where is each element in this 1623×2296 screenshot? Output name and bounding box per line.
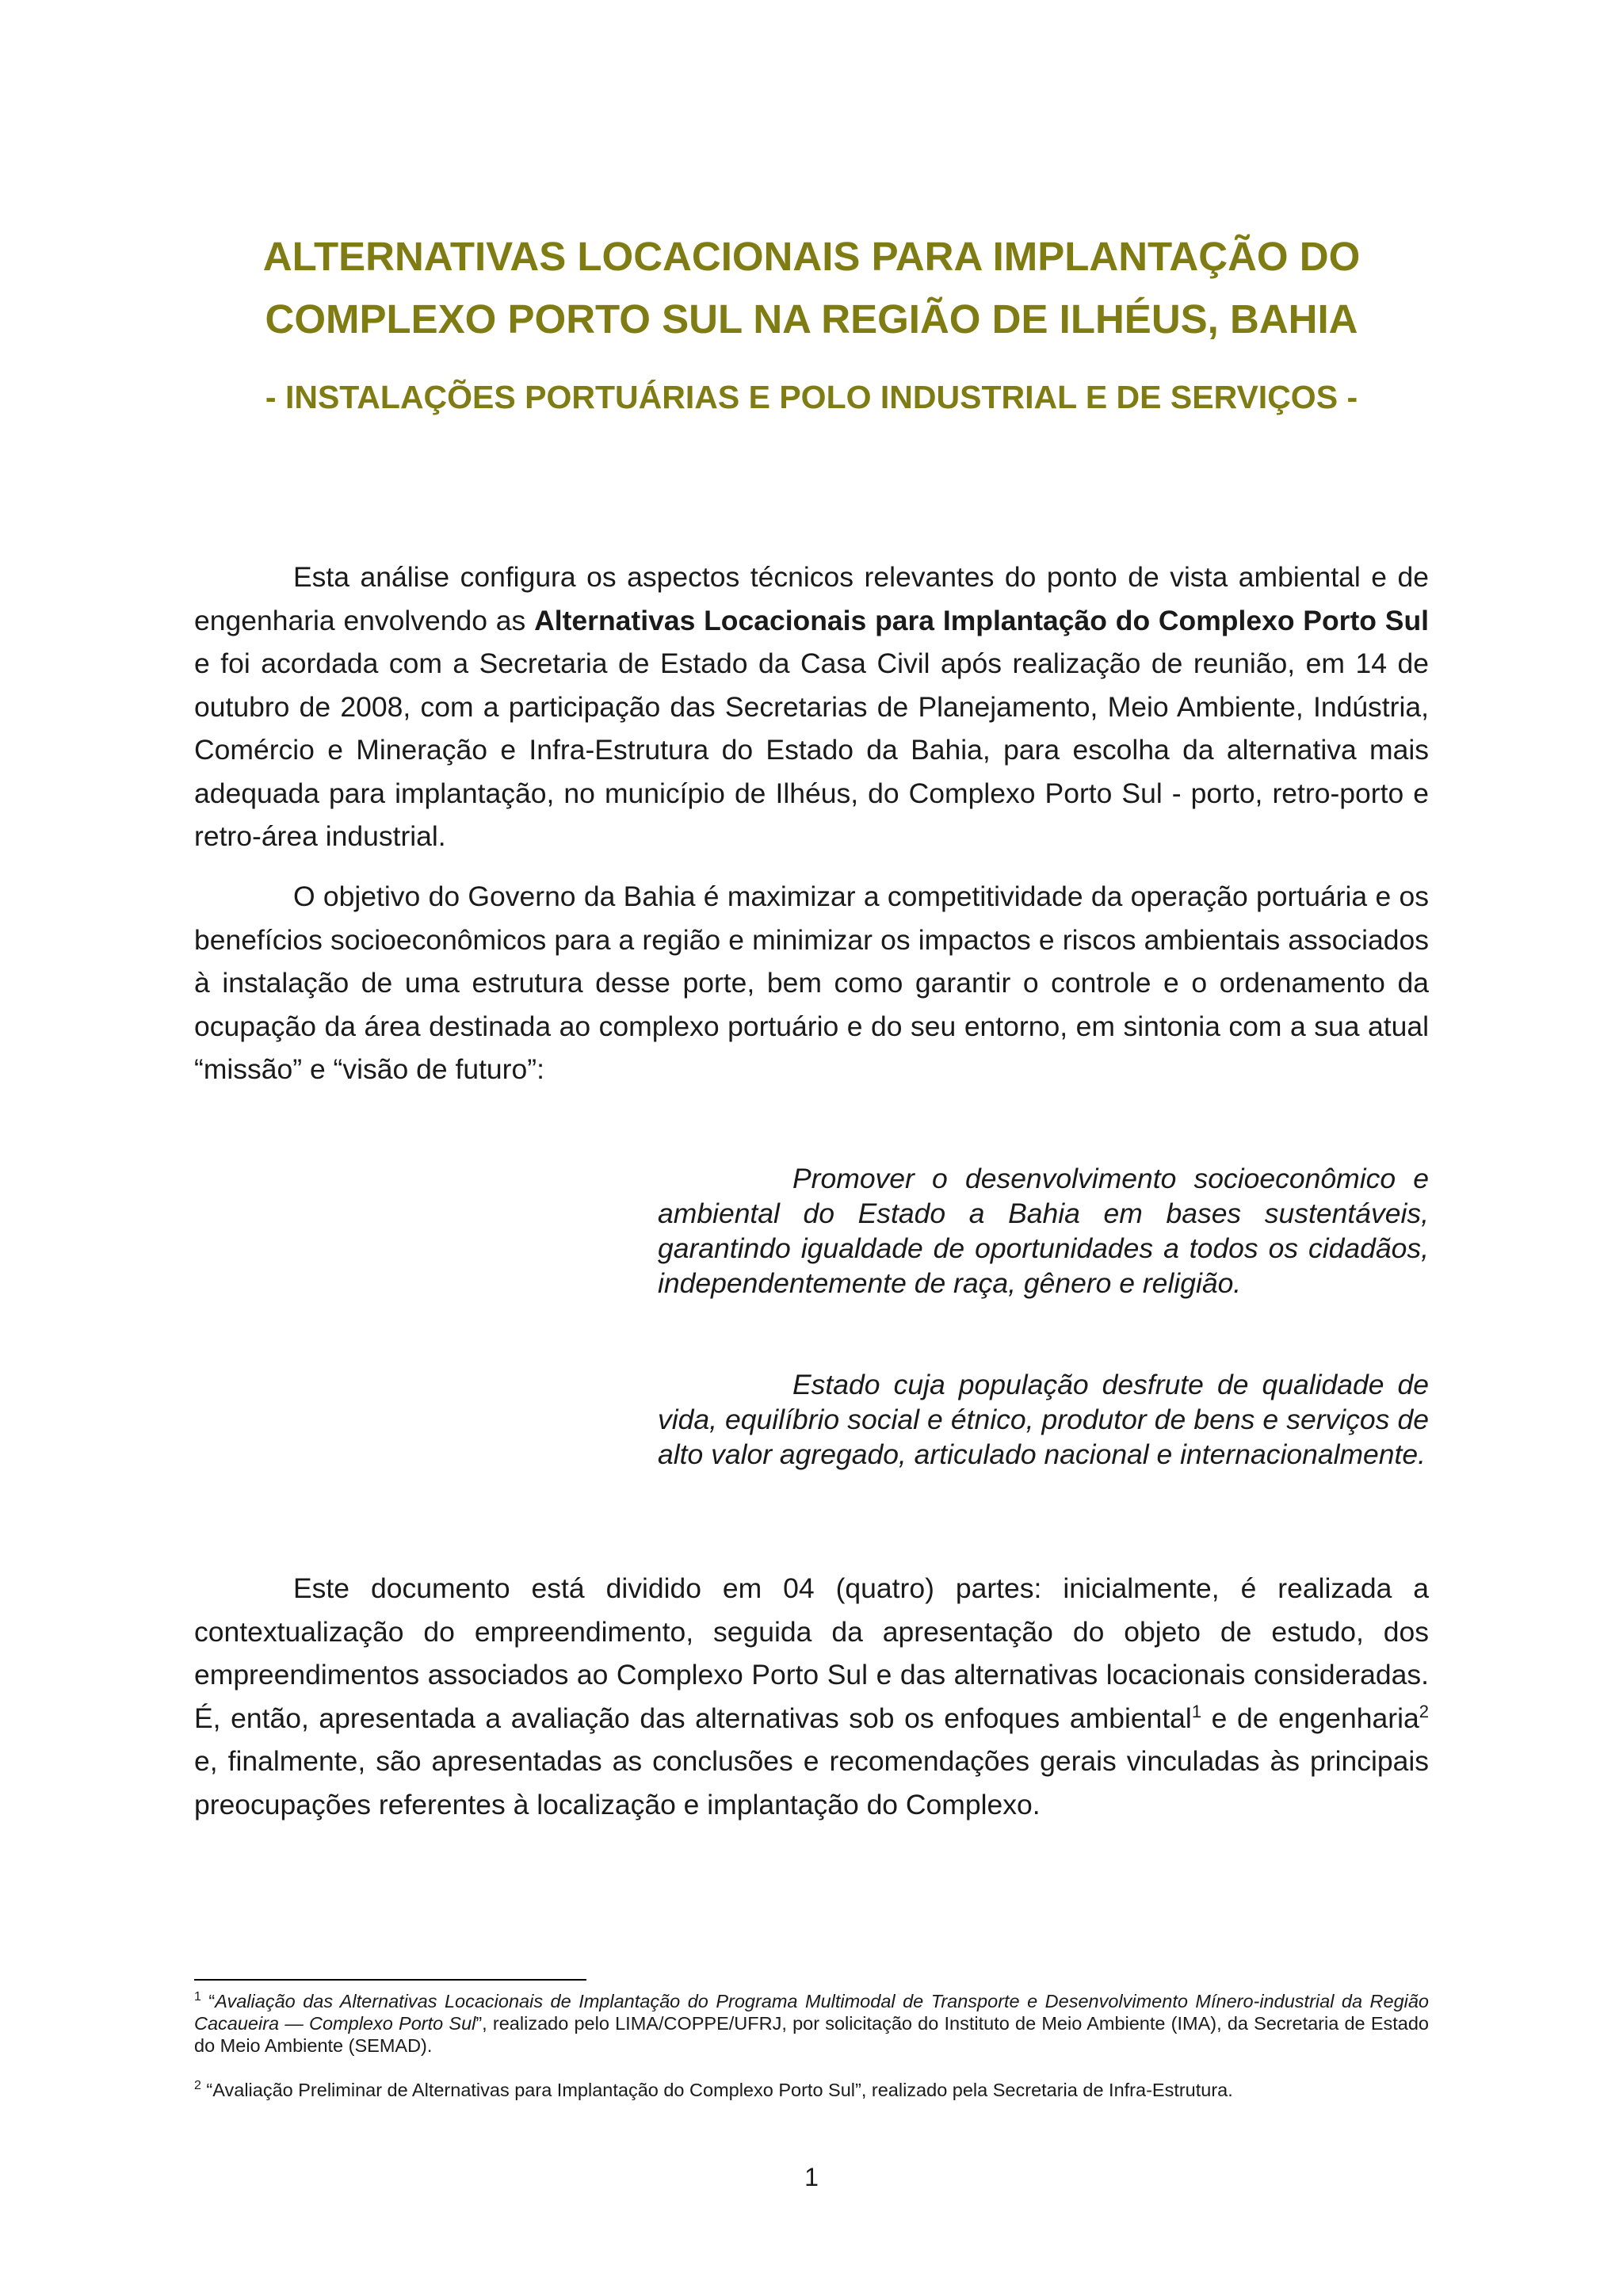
structure-paragraph bbox=[194, 1567, 1429, 1826]
objective-paragraph: O objetivo do Governo da Bahia é maximizar a competitividade da operação portuária e os benefícios socioeconômicos para a região e minimizar os impactos e riscos ambientais associados à instalação de uma estrutura desse porte, bem como garantir o controle e o ordenamento da ocupação da área destinada ao complexo portuário e do seu entorno, em sintonia com a sua atual “missão” e “visão de futuro”: bbox=[194, 881, 1429, 1085]
document-title-line-1: ALTERNATIVAS LOCACIONAIS PARA IMPLANTAÇÃO DO bbox=[262, 234, 1361, 279]
vision-quote: Estado cuja população desfrute de qualidade de vida, equilíbrio social e étnico, produtor de bens e serviços de alto valor agregado, articulado nacional e internacionalmente. bbox=[658, 1369, 1429, 1470]
footnote-2-number: 2 bbox=[194, 2079, 201, 2093]
structure-text-part-3: e, finalmente, são apresentadas as conclusões e recomendações gerais vinculadas às principais preocupações referentes à localização e implantação do Complexo. bbox=[194, 1745, 1429, 1820]
footnote-reference-2[interactable]: 2 bbox=[1419, 1701, 1429, 1721]
structure-text-part-1: Este documento está dividido em 04 (quatro) partes: inicialmente, é realizada a contextualização do empreendimento, seguida da apresentação do objeto de estudo, dos empreendimentos associados ao Complexo Porto Sul e das alternativas locacionais consideradas. É, então, apresentada a avaliação das alternativas sob os enfoques ambiental bbox=[194, 1572, 1429, 1734]
intro-text-end: e foi acordada com a Secretaria de Estado da Casa Civil após realização de reunião, em 14 de outubro de 2008, com a participação das Secretarias de Planejamento, Meio Ambiente, Indústria, Comércio e Mineração e Infra-Estrutura do Estado da Bahia, para escolha da alternativa mais adequada para implantação, no município de Ilhéus, do Complexo Porto Sul - porto, retro-porto e retro-área industrial. bbox=[194, 648, 1429, 852]
footnote-2 bbox=[194, 2079, 1429, 2101]
mission-quote: Promover o desenvolvimento socioeconômico e ambiental do Estado a Bahia em bases sustentáveis, garantindo igualdade de oportunidades a todos os cidadãos, independentemente de raça, gênero e religião. bbox=[658, 1163, 1429, 1299]
intro-paragraph bbox=[194, 556, 1429, 858]
footnote-1-open-quote: “ bbox=[200, 1991, 216, 2011]
structure-text-part-2: e de engenharia bbox=[1201, 1702, 1419, 1734]
footnote-1-title: Avaliação das Alternativas Locacionais de Implantação do Programa Multimodal de Transporte e Desenvolvimento Mínero-industrial da Região Cacaueira — Complexo Porto Sul bbox=[194, 1991, 1430, 2034]
footnote-reference-1[interactable]: 1 bbox=[1191, 1701, 1202, 1721]
document-title-line-2: COMPLEXO PORTO SUL NA REGIÃO DE ILHÉUS, BAHIA bbox=[265, 296, 1358, 342]
intro-bold-subject: Alternativas Locacionais para Implantação do Complexo Porto Sul bbox=[534, 604, 1429, 636]
footnote-1 bbox=[194, 1990, 1429, 2057]
footnote-1-number: 1 bbox=[194, 1990, 201, 2004]
footnote-separator bbox=[194, 1979, 586, 1981]
footnote-2-text: “Avaliação Preliminar de Alternativas para Implantação do Complexo Porto Sul”, realizado pela Secretaria de Infra-Estrutura. bbox=[200, 2080, 1233, 2100]
footnote-1-text: ”, realizado pelo LIMA/COPPE/UFRJ, por solicitação do Instituto de Meio Ambiente (IMA), da Secretaria de Estado do Meio Ambiente (SEMAD). bbox=[194, 2013, 1429, 2056]
page-number: 1 bbox=[804, 2163, 819, 2191]
intro-text-start: Esta análise configura os aspectos técnicos relevantes do ponto de vista ambiental e de engenharia envolvendo as bbox=[194, 561, 1429, 636]
document-subtitle: - INSTALAÇÕES PORTUÁRIAS E POLO INDUSTRIAL E DE SERVIÇOS - bbox=[265, 379, 1358, 415]
